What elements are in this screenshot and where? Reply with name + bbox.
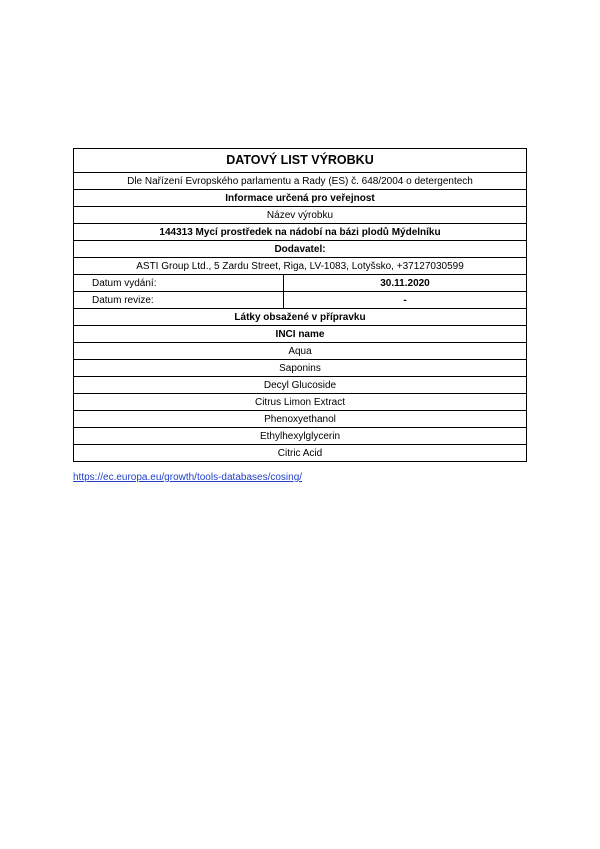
ingredients-heading: Látky obsažené v přípravku <box>74 309 527 326</box>
inci-heading-row <box>74 326 527 343</box>
ingredient-item: Citric Acid <box>74 445 527 462</box>
revision-date-value: - <box>284 292 527 309</box>
supplier-details: ASTI Group Ltd., 5 Zardu Street, Riga, LV-1083, Lotyšsko, +37127030599 <box>74 258 527 275</box>
issue-date-row <box>74 275 527 292</box>
inci-heading: INCI name <box>74 326 527 343</box>
product-name-row <box>74 224 527 241</box>
regulation-text: Dle Nařízení Evropského parlamentu a Rady (ES) č. 648/2004 o detergentech <box>74 173 527 190</box>
title-row <box>74 149 527 173</box>
supplier-label: Dodavatel: <box>74 241 527 258</box>
product-name-label: Název výrobku <box>74 207 527 224</box>
ingredient-item: Aqua <box>74 343 527 360</box>
issue-date-value: 30.11.2020 <box>284 275 527 292</box>
table-row <box>74 445 527 462</box>
ingredient-item: Saponins <box>74 360 527 377</box>
table-row <box>74 343 527 360</box>
sheet-title: DATOVÝ LIST VÝROBKU <box>74 149 527 173</box>
table-row <box>74 377 527 394</box>
product-name-label-row <box>74 207 527 224</box>
product-name: 144313 Mycí prostředek na nádobí na bázi plodů Mýdelníku <box>74 224 527 241</box>
ingredient-item: Decyl Glucoside <box>74 377 527 394</box>
public-info-text: Informace určená pro veřejnost <box>74 190 527 207</box>
ingredient-item: Ethylhexylglycerin <box>74 428 527 445</box>
table-row <box>74 411 527 428</box>
supplier-row <box>74 258 527 275</box>
product-data-sheet-table <box>73 148 527 462</box>
ingredient-item: Citrus Limon Extract <box>74 394 527 411</box>
issue-date-label: Datum vydání: <box>74 275 284 292</box>
ingredients-heading-row <box>74 309 527 326</box>
revision-date-row <box>74 292 527 309</box>
public-info-row <box>74 190 527 207</box>
table-row <box>74 394 527 411</box>
ingredient-item: Phenoxyethanol <box>74 411 527 428</box>
regulation-row <box>74 173 527 190</box>
table-row <box>74 360 527 377</box>
cosing-database-link[interactable]: https://ec.europa.eu/growth/tools-databases/cosing/ <box>73 472 303 483</box>
supplier-label-row <box>74 241 527 258</box>
table-row <box>74 428 527 445</box>
revision-date-label: Datum revize: <box>74 292 284 309</box>
